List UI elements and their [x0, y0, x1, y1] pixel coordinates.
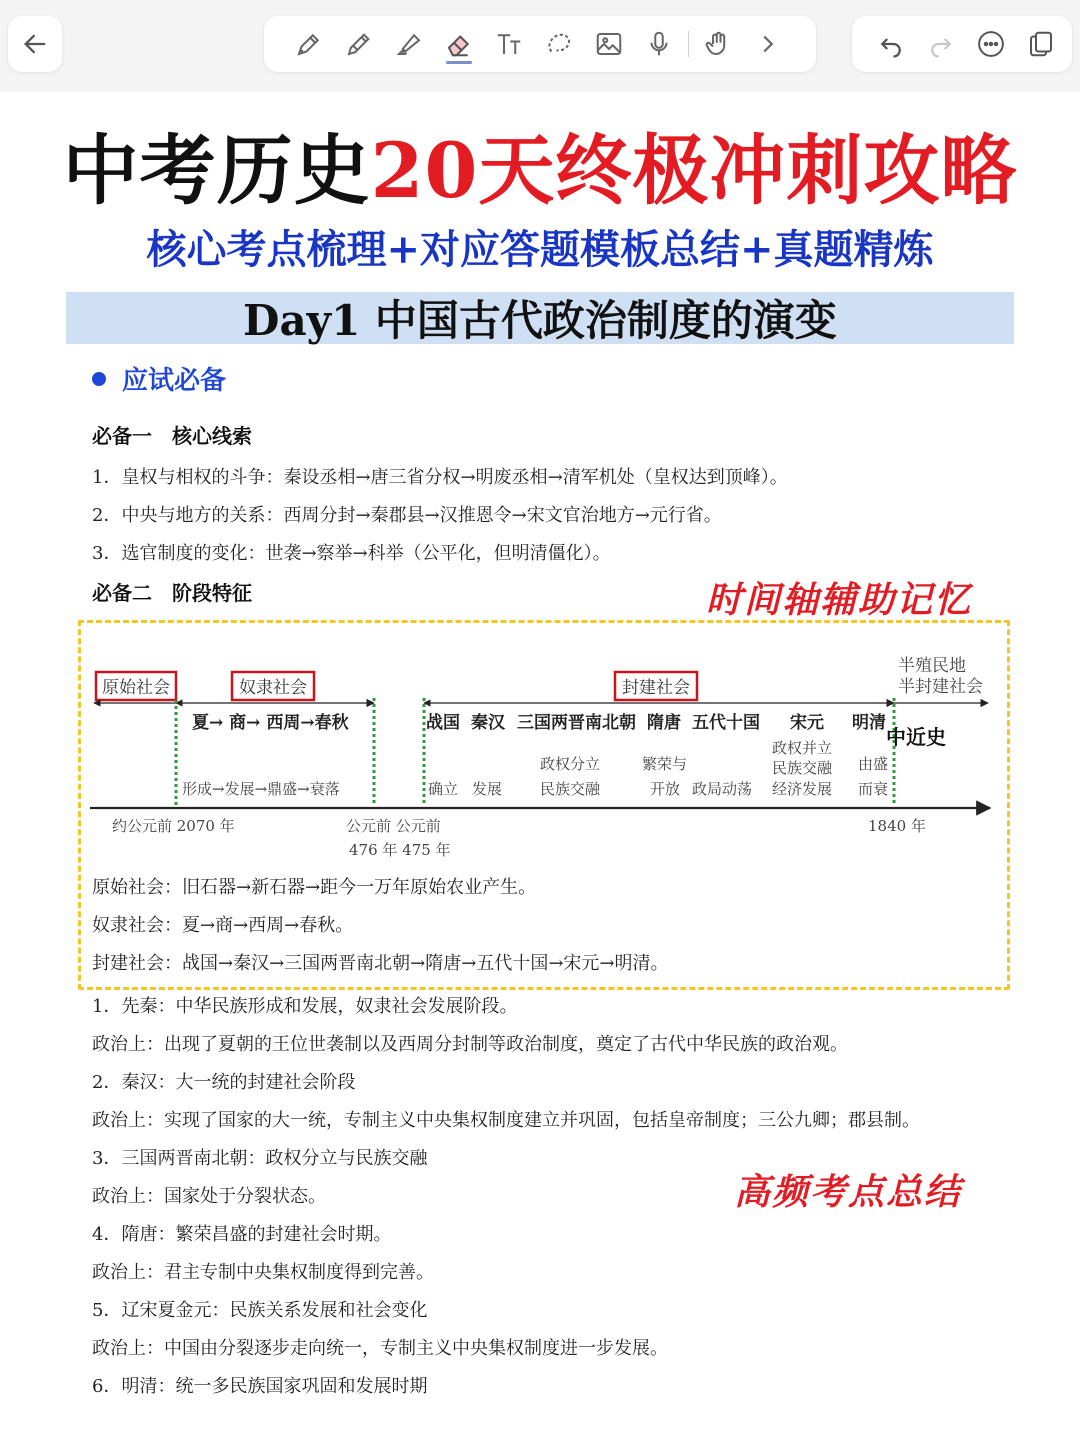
stage-qinhan: 发展	[472, 780, 503, 798]
summary-line: 2．秦汉：大一统的封建社会阶段	[92, 1072, 356, 1093]
page-title	[0, 110, 1080, 219]
summary-line: 5．辽宋夏金元：民族关系发展和社会变化	[92, 1300, 428, 1321]
arrow-left-icon	[21, 30, 49, 58]
toolbar-separator	[688, 31, 689, 57]
summary-line: 3．三国两晋南北朝：政权分立与民族交融	[92, 1148, 428, 1169]
summary-line: 1．先秦：中华民族形成和发展，奴隶社会发展阶段。	[92, 996, 518, 1017]
summary-annotation: 高频考点总结	[734, 1171, 963, 1213]
date-476-475: 476 年 475 年	[349, 841, 451, 859]
chevron-right-icon	[753, 29, 783, 59]
summary-line: 政治上：中国由分裂逐步走向统一，专制主义中央集权制度进一步发展。	[92, 1338, 668, 1359]
dynasty-sanguo: 三国两晋南北朝	[517, 713, 636, 733]
modern-history-label: 中近史	[886, 725, 946, 749]
dynasty-zhanguo: 战国	[426, 713, 460, 733]
redo-icon	[926, 29, 956, 59]
timeline-text: 奴隶社会：夏→商→西周→春秋。	[92, 915, 354, 936]
text-tool[interactable]	[484, 22, 534, 66]
dynasty-wudai: 五代十国	[692, 713, 760, 733]
stage-zhanguo: 确立	[428, 780, 459, 798]
stage-sanguo-2: 民族交融	[540, 780, 601, 798]
stage-suitang-1: 繁荣与	[642, 755, 688, 773]
pencil-icon	[344, 29, 374, 59]
text-icon	[494, 29, 524, 59]
timeline-text: 封建社会：战国→秦汉→三国两晋南北朝→隋唐→五代十国→宋元→明清。	[92, 953, 669, 974]
timeline-diagram	[80, 640, 1008, 870]
day-heading-band	[66, 292, 1014, 344]
era-label-primitive: 原始社会	[102, 678, 170, 698]
bullet-dot	[92, 372, 106, 386]
summary-line: 6．明清：统一多民族国家巩固和发展时期	[92, 1376, 428, 1397]
drawing-tools	[264, 16, 816, 72]
image-icon	[594, 29, 624, 59]
more-icon	[976, 29, 1006, 59]
date-2070bc: 约公元前 2070 年	[112, 817, 235, 835]
summary-line: 政治上：出现了夏朝的王位世袭制以及西周分封制等政治制度，奠定了古代中华民族的政治观。	[92, 1034, 848, 1055]
date-bc-label: 公元前 公元前	[346, 817, 441, 835]
pencil-tool[interactable]	[334, 22, 384, 66]
era-label-semi-2: 半封建社会	[898, 677, 983, 697]
summary-line: 政治上：君主专制中央集权制度得到完善。	[92, 1262, 434, 1283]
pages-icon	[1026, 29, 1056, 59]
marker-icon	[394, 29, 424, 59]
image-tool[interactable]	[584, 22, 634, 66]
stage-songyuan-2: 民族交融	[772, 759, 833, 777]
pages-button[interactable]	[1016, 22, 1066, 66]
slave-stages: 形成→发展→鼎盛→衰落	[182, 780, 340, 798]
stage-sanguo-1: 政权分立	[540, 755, 601, 773]
dynasty-qinhan: 秦汉	[471, 713, 505, 733]
stage-mingqing-2: 而衰	[858, 780, 889, 798]
era-label-semi-1: 半殖民地	[898, 656, 966, 676]
back-button[interactable]	[8, 16, 62, 72]
undo-icon	[876, 29, 906, 59]
more-tools-button[interactable]	[743, 22, 793, 66]
part1-item: 1．皇权与相权的斗争：秦设丞相→唐三省分权→明废丞相→清军机处（皇权达到顶峰）。	[92, 467, 788, 488]
day-title: Day1 中国古代政治制度的演变	[243, 296, 837, 345]
part2-heading: 必备二 阶段特征	[92, 581, 252, 605]
title-red: 20天终极冲刺攻略	[370, 126, 1018, 215]
stage-mingqing-1: 由盛	[858, 755, 889, 773]
lasso-icon	[544, 29, 574, 59]
stage-suitang-2: 开放	[650, 780, 681, 798]
top-toolbar	[0, 0, 1080, 92]
dynasty-suitang: 隋唐	[647, 713, 681, 733]
era-label-feudal: 封建社会	[622, 678, 690, 698]
pen-icon	[294, 29, 324, 59]
mic-icon	[644, 29, 674, 59]
mic-tool[interactable]	[634, 22, 684, 66]
document-actions	[852, 16, 1072, 72]
section-heading	[92, 360, 226, 397]
undo-button[interactable]	[866, 22, 916, 66]
summary-line: 政治上：实现了国家的大一统，专制主义中央集权制度建立并巩固，包括皇帝制度；三公九卿；郡县制。	[92, 1110, 920, 1131]
pen-tool[interactable]	[284, 22, 334, 66]
hand-icon	[703, 29, 733, 59]
part1-item: 3．选官制度的变化：世袭→察举→科举（公平化，但明清僵化）。	[92, 543, 611, 564]
hand-tool[interactable]	[693, 22, 743, 66]
title-black: 中考历史	[62, 126, 371, 215]
active-tool-indicator	[446, 61, 472, 64]
summary-line: 政治上：国家处于分裂状态。	[92, 1186, 326, 1207]
marker-tool[interactable]	[384, 22, 434, 66]
date-1840: 1840 年	[868, 817, 926, 835]
section-heading-text: 应试必备	[122, 366, 227, 396]
stage-songyuan-1: 政权并立	[772, 739, 833, 757]
part1-item: 2．中央与地方的关系：西周分封→秦郡县→汉推恩令→宋文官治地方→元行省。	[92, 505, 722, 526]
lasso-tool[interactable]	[534, 22, 584, 66]
stage-wudai: 政局动荡	[692, 780, 753, 798]
slave-dynasties: 夏→ 商→ 西周→春秋	[192, 713, 349, 733]
redo-button[interactable]	[916, 22, 966, 66]
dynasty-mingqing: 明清	[852, 713, 886, 733]
eraser-tool[interactable]	[434, 22, 484, 66]
timeline-annotation: 时间轴辅助记忆	[706, 579, 973, 621]
timeline-text: 原始社会：旧石器→新石器→距今一万年原始农业产生。	[92, 877, 537, 898]
page-subtitle: 核心考点梳理+对应答题模板总结+真题精炼	[146, 226, 934, 273]
era-label-slave: 奴隶社会	[239, 678, 307, 698]
summary-line: 4．隋唐：繁荣昌盛的封建社会时期。	[92, 1224, 392, 1245]
eraser-icon	[444, 29, 474, 59]
stage-songyuan-3: 经济发展	[772, 780, 833, 798]
dynasty-songyuan: 宋元	[790, 713, 824, 733]
part1-heading: 必备一 核心线索	[92, 424, 252, 448]
more-button[interactable]	[966, 22, 1016, 66]
